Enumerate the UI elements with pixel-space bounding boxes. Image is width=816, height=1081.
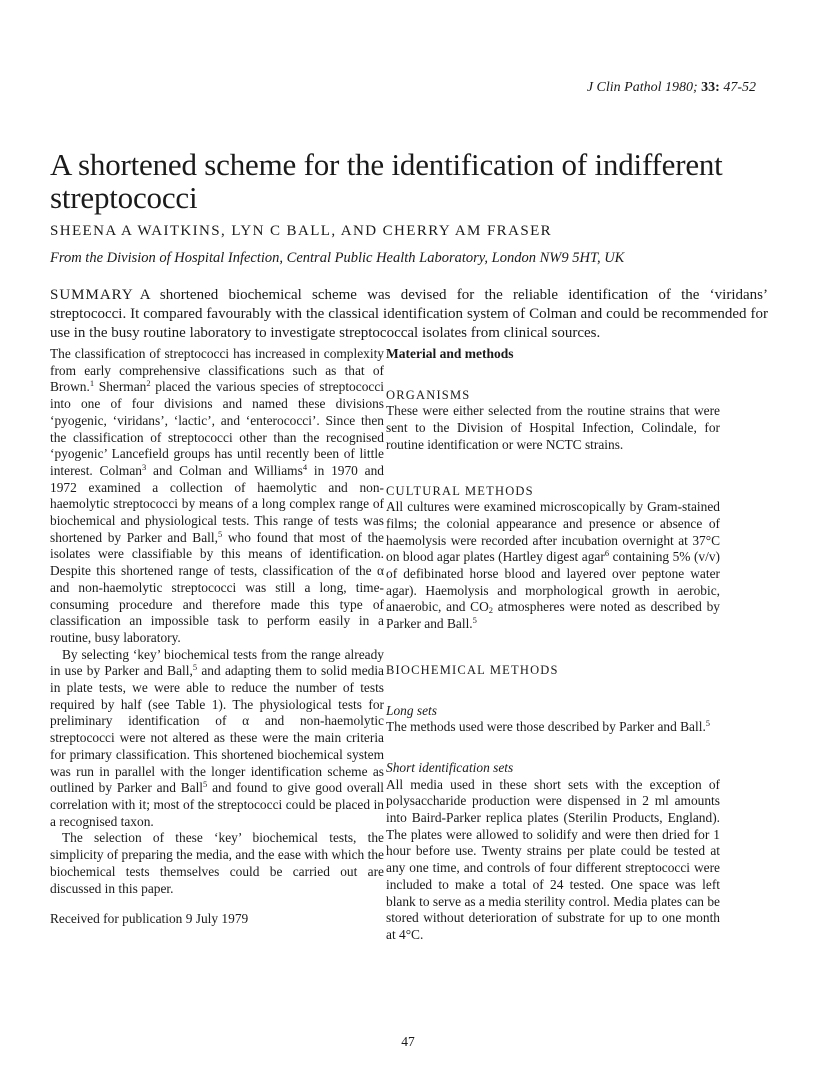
journal-year: 1980; (664, 80, 698, 95)
ref-superscript: 5 (472, 615, 477, 626)
organisms-heading: ORGANISMS (386, 387, 471, 402)
ref-superscript: 5 (192, 662, 198, 673)
text: atmospheres were noted as described by Parker and Ball. (386, 599, 720, 632)
journal-citation (587, 80, 756, 96)
ref-superscript: 4 (302, 461, 308, 472)
affiliation: From the Division of Hospital Infection, Central Public Health Laboratory, London NW9 5HT, UK (50, 250, 625, 266)
ref-superscript: 5 (203, 779, 208, 790)
text: By selecting ‘key’ biochemical tests from the range already in use by Parker and Ball, (50, 646, 384, 679)
long-sets-paragraph (386, 719, 720, 736)
intro-paragraph-2 (50, 647, 384, 831)
journal-pages: 47-52 (723, 80, 756, 95)
organisms-paragraph: These were either selected from the routine strains that were sent to the Division of Hospital Infection, Colindale, for routine identification or were NCTC strains. (386, 403, 720, 452)
long-sets-heading: Long sets (386, 702, 437, 718)
section-heading: Material and methods (386, 346, 514, 361)
short-sets-paragraph: All media used in these short sets with the exception of polysaccharide production were dispensed in 2 ml amounts into Baird-Parker replica plates (Sterilin Products, England). The plates were allowed to solidify and were then dried for 1 hour before use. Twenty strains per plate could be tested at any one time, and controls of four different streptococci were included to make a total of 24 tested. One space was left blank to serve as a media sterility control. Media plates can be stored without deterioration of substrate for up to one month at 4°C. (386, 776, 720, 942)
text: and adapting them to solid media in plate tests, we were able to reduce the number of tests required by half (see Table 1). The physiological tests for preliminary identification of α and non-haemolytic streptococci were not altered as these were the main criteria for primary classification. This shortened biochemical system was run in parallel with the longer identification scheme as outlined by Parker and Ball (50, 663, 385, 796)
ref-superscript: 5 (217, 528, 223, 539)
text: All cultures were examined microscopically by Gram-stained films; the colonial appearance and presence or absence of haemolysis were recorded after incubation overnight at 37°C on blood agar plates (Hartley digest agar (386, 499, 720, 565)
page-number: 47 (401, 1034, 415, 1049)
cultural-methods-paragraph (386, 499, 720, 633)
subscript: 2 (488, 605, 494, 616)
ref-superscript: 1 (89, 378, 95, 389)
article-title: A shortened scheme for the identification of indifferent streptococci (50, 147, 723, 215)
ref-superscript: 6 (604, 548, 610, 559)
short-sets-heading: Short identification sets (386, 759, 514, 775)
summary (50, 286, 768, 343)
text: Sherman (94, 379, 147, 395)
received-date: Received for publication 9 July 1979 (50, 911, 249, 927)
text: and found to give good overall correlation with it; most of the streptococci could be placed in a recognised taxon. (50, 780, 385, 829)
intro-paragraph-3: The selection of these ‘key’ biochemical tests, the simplicity of preparing the media, and the ease with which the biochemical tests themselves could be carried out are discussed in this paper. (50, 830, 384, 896)
journal-volume: 33: (701, 80, 720, 95)
summary-text: A shortened biochemical scheme was devised for the reliable identification of the ‘viridans’ streptococci. It compared favourably with the classical identification system of Colman and could be recommended for use in the busy routine laboratory to investigate streptococcal isolates from clinical sources. (50, 287, 768, 341)
summary-label: SUMMARY (50, 287, 134, 303)
text: in 1970 and 1972 examined a collection of haemolytic and non-haemolytic streptococci by means of a long complex range of biochemical and physiological tests. This range of tests was shortened by Parker and Ball, (50, 462, 384, 545)
biochemical-methods-heading: BIOCHEMICAL METHODS (386, 662, 559, 677)
author-list: SHEENA A WAITKINS, LYN C BALL, AND CHERRY AM FRASER (50, 223, 553, 239)
ref-superscript: 5 (705, 718, 711, 729)
text: who found that most of the isolates were classifiable by this means of identification. Despite this shortened range of tests, classification of the α and non-haemolytic streptococci was still a long, time-consuming procedure and therefore made this type of classification an impossible task to perform easily in a routine, busy laboratory. (50, 529, 384, 645)
text: placed the various species of streptococci into one of four divisions and named these divisions ‘pyogenic, ‘viridans’, ‘lactic’, and ‘enterococci’. Since then the classification of streptococci other than the recognised ‘pyogenic’ Lancefield groups has until recently been of little interest. Colman (50, 379, 384, 478)
cultural-methods-heading: CULTURAL METHODS (386, 483, 534, 498)
journal-name: J Clin Pathol (586, 80, 662, 95)
ref-superscript: 2 (146, 378, 151, 389)
text: and Colman and Williams (146, 462, 303, 478)
ref-superscript: 3 (141, 461, 147, 472)
right-column (386, 346, 720, 944)
intro-paragraph-1 (50, 346, 384, 647)
text: The classification of streptococci has increased in complexity from early comprehensive classifications such as that of Brown. (50, 346, 384, 395)
text: The methods used were those described by Parker and Ball. (386, 719, 706, 735)
left-column (50, 346, 384, 928)
text: containing 5% (v/v) of defibinated horse blood and layered over peptone water agar). Haemolysis and morphological growth in aerobic, anaerobic, and CO (386, 549, 720, 615)
